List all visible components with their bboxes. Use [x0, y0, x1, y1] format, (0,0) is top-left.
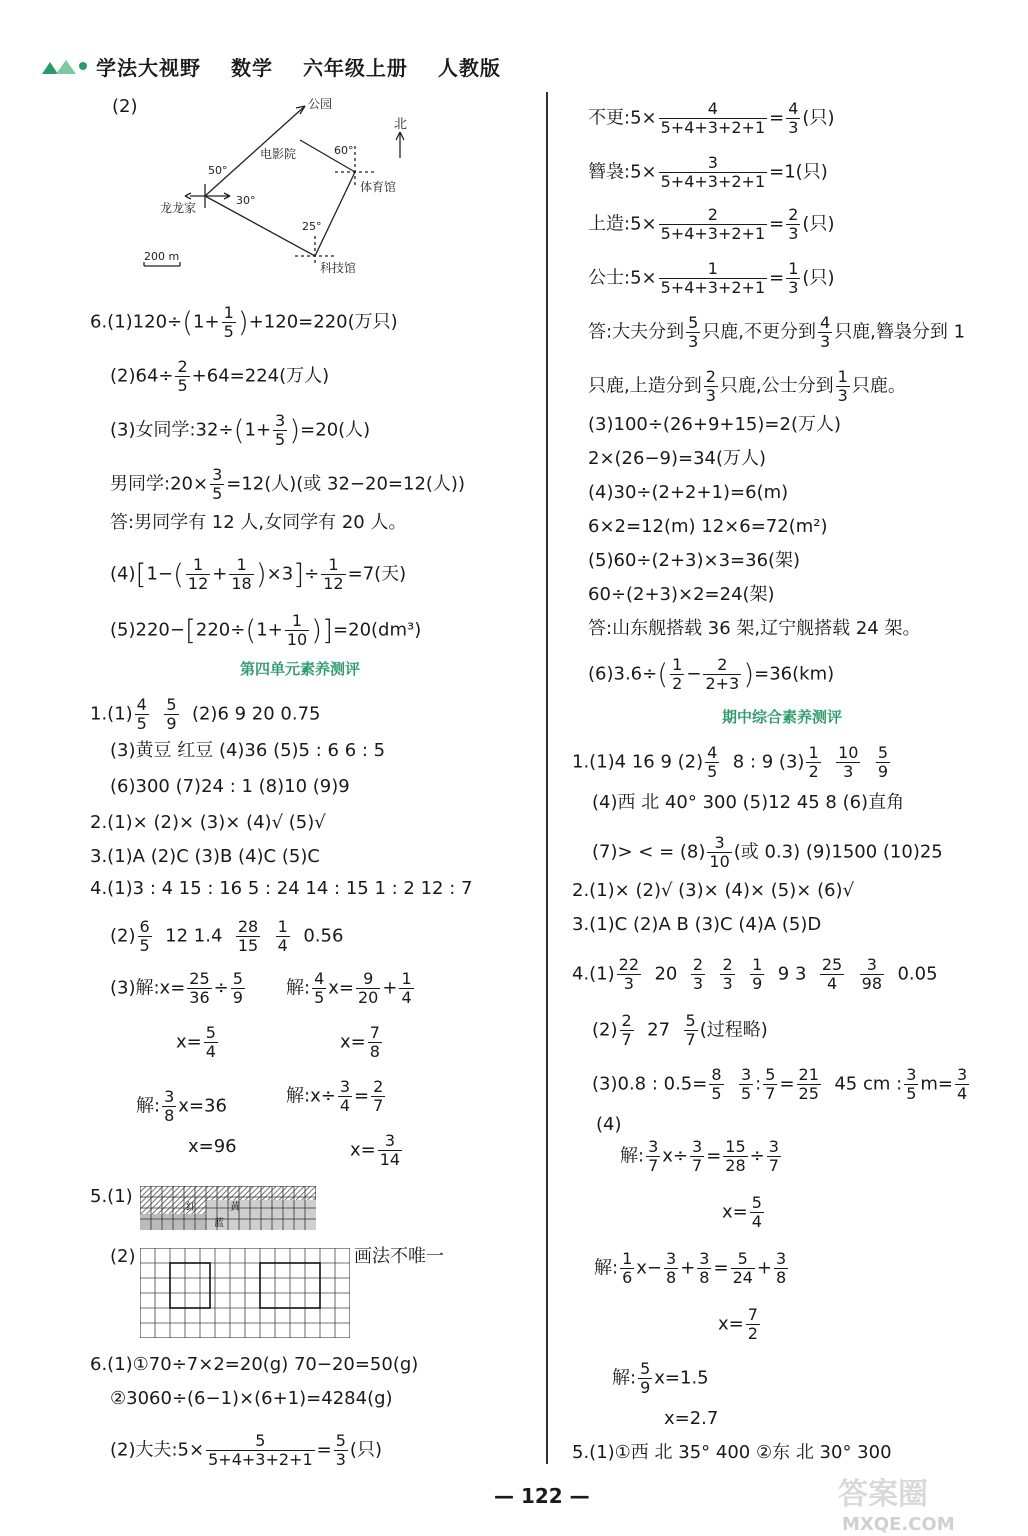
q6-3: (3)女同学:32÷(1+ $\frac{3}{5}$ )=20(人) — [110, 411, 371, 449]
r1: 不更:5× $\frac{4}{5+4+3+2+1}$ = $\frac{4}{3}$ (只) — [588, 99, 835, 137]
r9: (4)30÷(2+2+1)=6(m) — [588, 482, 789, 503]
m4j: x=2.7 — [664, 1408, 719, 1429]
r12: 60÷(2+3)×2=24(架) — [588, 584, 775, 605]
s5-1: 5.(1) — [90, 1186, 133, 1207]
q6-1: 6.(1)120÷(1+ $\frac{1}{5}$ )+120=220(万只) — [90, 303, 398, 341]
m4: 4.(1) $\frac{22}{3}$ 20 $\frac{2}{3}$ $\frac{2}{3}$ $\frac{1}{9}$ 9 3 $\frac{25}{4}$ $\frac{3}{98}$ 0.05 — [572, 955, 938, 993]
m4b: (2) $\frac{2}{7}$ 27 $\frac{5}{7}$ (过程略) — [592, 1011, 768, 1049]
s2: 2.(1)× (2)× (3)× (4)√ (5)√ — [90, 812, 326, 833]
place-gym: 体育馆 — [360, 180, 397, 194]
angle-30: 30° — [236, 194, 256, 207]
place-museum: 科技馆 — [320, 261, 357, 275]
place-home: 龙龙家 — [160, 201, 197, 215]
r7: (3)100÷(26+9+15)=2(万人) — [588, 414, 841, 435]
angle-50: 50° — [208, 164, 228, 177]
m2: 2.(1)× (2)√ (3)× (4)× (5)× (6)√ — [572, 880, 855, 901]
r13: 答:山东舰搭载 36 架,辽宁舰搭载 24 架。 — [588, 618, 921, 639]
s4-3a: (3)解:x= $\frac{25}{36}$ ÷ $\frac{5}{9}$ — [110, 969, 243, 1007]
column-divider — [546, 92, 548, 1464]
section-title-unit4: 第四单元素养测评 — [240, 660, 361, 678]
q6-3b: 男同学:20× $\frac{3}{5}$ =12(人)(或 32−20=12(人)) — [110, 465, 465, 503]
m4d: (4) — [596, 1114, 622, 1135]
svg-text:MXQE.COM: MXQE.COM — [842, 1514, 955, 1534]
page-number: — 122 — — [494, 1484, 590, 1508]
s4-1: 4.(1)3 : 4 15 : 16 5 : 24 14 : 15 1 : 2 12 : 7 — [90, 878, 473, 899]
angle-60: 60° — [334, 144, 354, 157]
place-park: 公园 — [308, 97, 333, 111]
s1-3: (3)黄豆 红豆 (4)36 (5)5 : 6 6 : 5 — [110, 740, 386, 761]
s1-6: (6)300 (7)24 : 1 (8)10 (9)9 — [110, 776, 350, 797]
svg-text:答案圈: 答案圈 — [838, 1477, 928, 1512]
page-header — [96, 52, 523, 81]
s4-2: (2) $\frac{6}{5}$ 12 1.4 $\frac{28}{15}$ $\frac{1}{4}$ 0.56 — [110, 917, 344, 955]
m4e: 解: $\frac{3}{7}$ x÷ $\frac{3}{7}$ = $\frac{15}{28}$ ÷ $\frac{3}{7}$ — [620, 1137, 779, 1175]
m3: 3.(1)C (2)A B (3)C (4)A (5)D — [572, 914, 822, 935]
m4h: x= $\frac{7}{2}$ — [718, 1305, 758, 1343]
subject: 数学 — [230, 56, 273, 80]
q6-2: (2)64÷ $\frac{2}{5}$ +64=224(万人) — [110, 357, 330, 395]
grid-label-blue: 蓝 — [214, 1218, 224, 1229]
r6: 只鹿,上造分到 $\frac{2}{3}$ 只鹿,公士分到 $\frac{1}{3}$ 只鹿。 — [588, 367, 906, 405]
m1b: (4)西 北 40° 300 (5)12 45 8 (6)直角 — [592, 792, 905, 813]
map-label: (2) — [112, 96, 138, 117]
s3: 3.(1)A (2)C (3)B (4)C (5)C — [90, 846, 320, 867]
book-title: 学法大视野 — [96, 56, 201, 80]
s6-2: (2)大夫:5× $\frac{5}{5+4+3+2+1}$ = $\frac{5}{3}$ (只) — [110, 1431, 382, 1469]
grid-label-red: 红 — [186, 1202, 196, 1213]
grid-label-yellow: 黄 — [230, 1202, 240, 1213]
r11: (5)60÷(2+3)×3=36(架) — [588, 550, 801, 571]
scale-label: 200 m — [144, 250, 180, 263]
m4f: x= $\frac{5}{4}$ — [722, 1193, 762, 1231]
r8: 2×(26−9)=34(万人) — [588, 448, 767, 469]
angle-25: 25° — [302, 220, 322, 233]
m1c: (7)> < = (8) $\frac{3}{10}$ (或 0.3) (9)1500 (10)25 — [592, 833, 943, 871]
watermark-logo — [828, 1470, 1020, 1534]
drawing-grid-2 — [140, 1248, 350, 1338]
s6-1: 6.(1)①70÷7×2=20(g) 70−20=50(g) — [90, 1354, 419, 1375]
m5: 5.(1)①西 北 35° 400 ②东 北 30° 300 — [572, 1442, 892, 1463]
q6-5: (5)220−[220÷(1+ $\frac{1}{10}$ )]=20(dm³) — [110, 611, 422, 649]
section-title-midterm: 期中综合素养测评 — [722, 708, 843, 726]
s1-1: 1.(1) $\frac{4}{5}$ $\frac{5}{9}$ (2)6 9 20 0.75 — [90, 695, 321, 733]
route-map — [130, 96, 430, 280]
m4g: 解: $\frac{1}{6}$ x− $\frac{3}{8}$ + $\frac{3}{8}$ = $\frac{5}{24}$ + $\frac{3}{8}$ — [594, 1249, 787, 1287]
s4-3f: 解:x÷ $\frac{3}{4}$ = $\frac{2}{7}$ — [286, 1077, 384, 1115]
m4c: (3)0.8 : 0.5= $\frac{8}{5}$ $\frac{3}{5}$ : $\frac{5}{7}$ = $\frac{21}{25}$ 45 cm : $\frac{3}{5}$ m= $\frac{3}{4}$ — [592, 1065, 968, 1103]
s4-3b: 解: $\frac{4}{5}$ x= $\frac{9}{20}$ + $\frac{1}{4}$ — [286, 969, 412, 1007]
r4: 公士:5× $\frac{1}{5+4+3+2+1}$ = $\frac{1}{3}$ (只) — [588, 259, 835, 297]
r5: 答:大夫分到 $\frac{5}{3}$ 只鹿,不更分到 $\frac{4}{3}$ 只鹿,簪袅分到 1 — [588, 313, 966, 351]
book-logo-icon — [40, 56, 90, 78]
north-label: 北 — [394, 117, 408, 132]
s4-3h: x= $\frac{3}{14}$ — [350, 1131, 401, 1169]
s4-3d: x= $\frac{7}{8}$ — [340, 1023, 380, 1061]
m1: 1.(1)4 16 9 (2) $\frac{4}{5}$ 8 : 9 (3) $\frac{1}{2}$ $\frac{10}{3}$ $\frac{5}{9}$ — [572, 743, 889, 781]
s6-1b: ②3060÷(6−1)×(6+1)=4284(g) — [110, 1388, 393, 1409]
r10: 6×2=12(m) 12×6=72(m²) — [588, 516, 828, 537]
q6-4: (4)[1−( $\frac{1}{12}$ + $\frac{1}{18}$ )×3]÷ $\frac{1}{12}$ =7(天) — [110, 555, 407, 593]
grade: 六年级上册 — [302, 56, 408, 80]
route-gym-museum — [315, 172, 355, 256]
s4-3g: x=96 — [188, 1136, 237, 1157]
edition: 人教版 — [437, 56, 501, 80]
ratio-grid-1 — [140, 1186, 316, 1230]
s4-3e: 解: $\frac{3}{8}$ x=36 — [136, 1087, 227, 1125]
route-home-museum — [205, 196, 315, 256]
r14: (6)3.6÷( $\frac{1}{2}$ − $\frac{2}{2+3}$ )=36(km) — [588, 655, 835, 693]
r2: 簪袅:5× $\frac{3}{5+4+3+2+1}$ =1(只) — [588, 153, 828, 191]
s4-3c: x= $\frac{5}{4}$ — [176, 1023, 216, 1061]
q6-3c: 答:男同学有 12 人,女同学有 20 人。 — [110, 512, 407, 533]
place-cinema: 电影院 — [260, 147, 297, 161]
m4i: 解: $\frac{5}{9}$ x=1.5 — [612, 1359, 709, 1397]
s5-2: (2) — [110, 1246, 136, 1267]
r3: 上造:5× $\frac{2}{5+4+3+2+1}$ = $\frac{2}{3}$ (只) — [588, 205, 835, 243]
s5-2-note: 画法不唯一 — [354, 1246, 444, 1267]
